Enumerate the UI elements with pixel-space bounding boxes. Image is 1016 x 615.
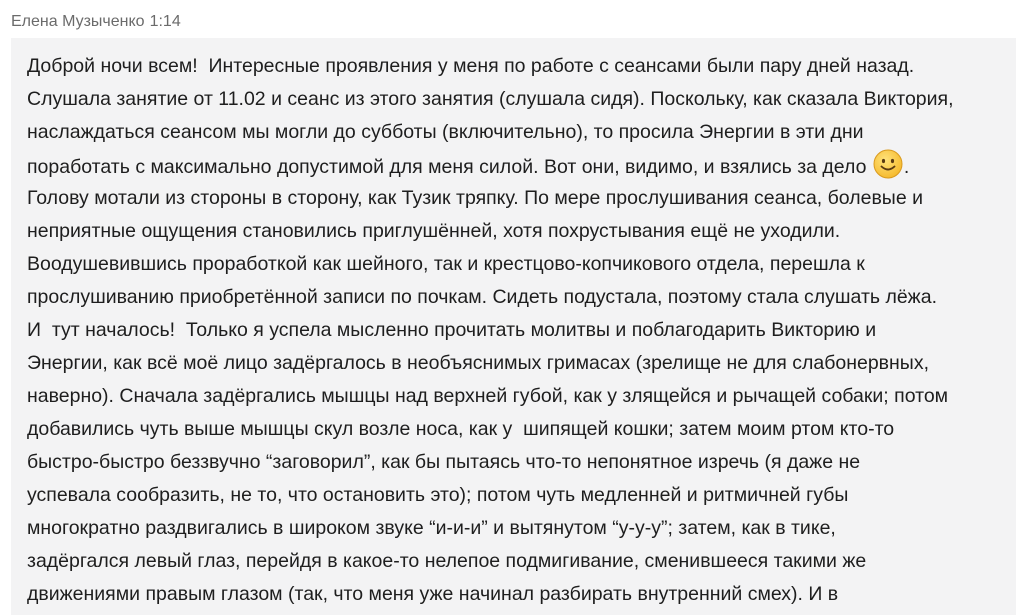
sender-name[interactable]: Елена Музыченко	[11, 13, 145, 30]
message-line: Воодушевившись проработкой как шейного, так и крестцово-копчикового отдела, перешла к	[27, 253, 865, 275]
message-line: наслаждаться сеансом мы могли до субботы (включительно), то просила Энергии в эти дни	[27, 121, 864, 143]
message-line: Доброй ночи всем! Интересные проявления у меня по работе с сеансами были пару дней назад.	[27, 55, 915, 77]
message-line: наверно). Сначала задёргались мышцы над верхней губой, как у злящейся и рычащей собаки; потом	[27, 385, 949, 407]
message-line: И тут началось! Только я успела мысленно прочитать молитвы и поблагодарить Викторию и	[27, 319, 877, 341]
message-line: прослушиванию приобретённой записи по почкам. Сидеть подустала, поэтому стала слушать лёжа.	[27, 286, 937, 308]
message-line: Голову мотали из стороны в сторону, как Тузик тряпку. По мере прослушивания сеанса, болевые и	[27, 187, 923, 209]
message-bubble	[11, 38, 1016, 615]
message-timestamp: 1:14	[149, 13, 181, 30]
message-line-text: поработать с максимально допустимой для меня силой. Вот они, видимо, и взялись за дело	[27, 156, 867, 178]
message-punctuation: .	[903, 156, 910, 178]
message-line: добавились чуть выше мышцы скул возле носа, как у шипящей кошки; затем моим ртом кто-то	[27, 418, 895, 440]
message-line: успевала сообразить, не то, что остановить это); потом чуть медленней и ритмичней губы	[27, 484, 849, 506]
message-line-with-emoji	[27, 149, 954, 182]
message-line: быстро-быстро беззвучно “заговорил”, как бы пытаясь что-то непонятное изречь (я даже не	[27, 451, 861, 473]
message-line: неприятные ощущения становились приглушённей, хотя похрустывания ещё не уходили.	[27, 220, 841, 242]
message-line: движениями правым глазом (так, что меня уже начинал разбирать внутренний смех). И в	[27, 583, 839, 605]
message-line: задёргался левый глаз, перейдя в какое-то нелепое подмигивание, сменившееся такими же	[27, 550, 867, 572]
message-line: Слушала занятие от 11.02 и сеанс из этого занятия (слушала сидя). Поскольку, как сказала Виктория,	[27, 88, 954, 110]
message-line: Энергии, как всё моё лицо задёргалось в необъяснимых гримасах (зрелище не для слабонервных,	[27, 352, 929, 374]
message-header	[11, 9, 181, 35]
message-text	[27, 50, 954, 611]
message-line: многократно раздвигались в широком звуке “и-и-и” и вытянутом “у-у-у”; затем, как в тике,	[27, 517, 836, 539]
